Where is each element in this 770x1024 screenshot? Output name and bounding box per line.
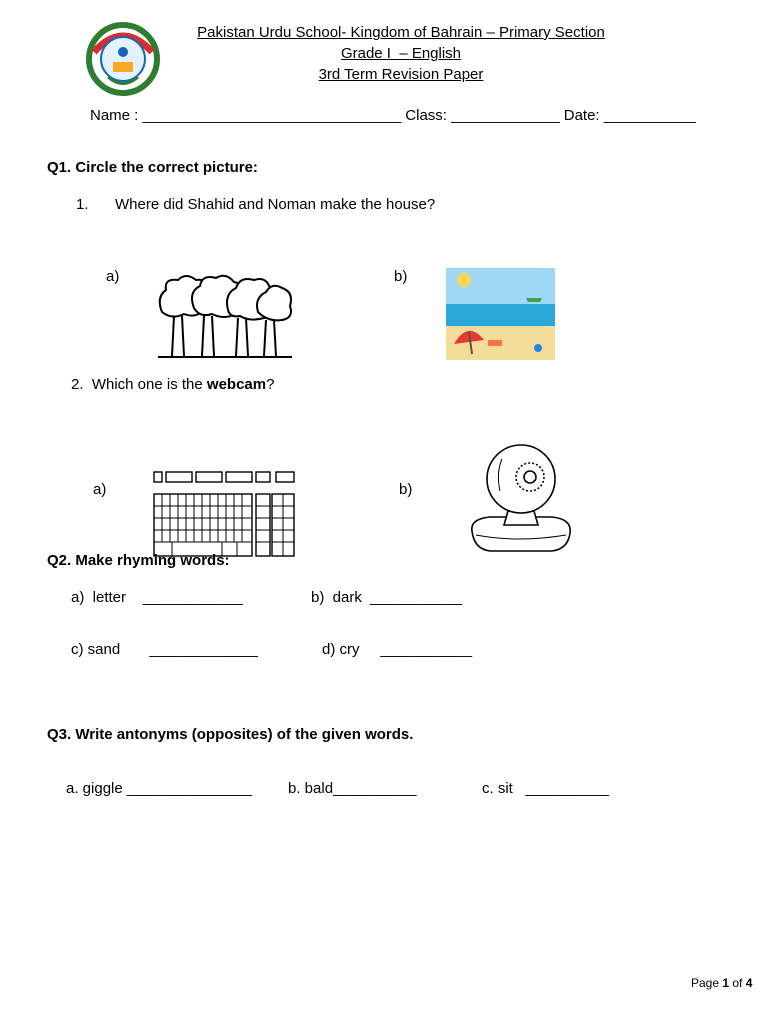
header-school-name: Pakistan Urdu School- Kingdom of Bahrain – Primary Section [197,24,605,41]
of-word: of [729,976,746,990]
trees-picture[interactable] [154,236,296,378]
q2-item-a: a) letter ____________ [71,589,243,606]
q1-item2-question-end: ? [266,376,275,393]
q1-item1-question: Where did Shahid and Noman make the house? [115,196,436,213]
q1-item1-option-b: b) [394,268,408,285]
q1-title: Q1. Circle the correct picture: [47,159,258,176]
header-paper-title: 3rd Term Revision Paper [318,66,484,83]
q1-item2-question-text: 2. Which one is the [71,376,207,393]
q3-item-c: c. sit __________ [482,780,609,797]
school-logo [86,22,160,96]
q3-item-b: b. bald__________ [288,780,417,797]
beach-picture[interactable] [446,232,555,378]
page-number [691,976,752,990]
current-page: 1 [722,976,730,990]
q1-item2-keyword: webcam [206,376,267,393]
header-grade: Grade I – English [340,45,462,62]
q2-item-d: d) cry ___________ [322,641,473,658]
q3-item-a: a. giggle _______________ [66,780,253,797]
student-info-line: Name : _______________________________ Class: _____________ Date: ___________ [90,107,696,124]
q2-title: Q2. Make rhyming words: [47,552,230,569]
webcam-picture[interactable] [468,403,574,573]
page-word: Page [691,976,723,990]
q1-item2-option-a: a) [93,481,107,498]
q1-item1-option-a: a) [106,268,120,285]
total-pages: 4 [745,976,753,990]
q1-item1-number: 1. [76,196,89,213]
q2-item-c: c) sand _____________ [71,641,258,658]
q1-item2-option-b: b) [399,481,413,498]
q2-item-b: b) dark ___________ [311,589,462,606]
q1-item2-question [71,376,274,393]
q3-title: Q3. Write antonyms (opposites) of the given words. [47,726,414,743]
